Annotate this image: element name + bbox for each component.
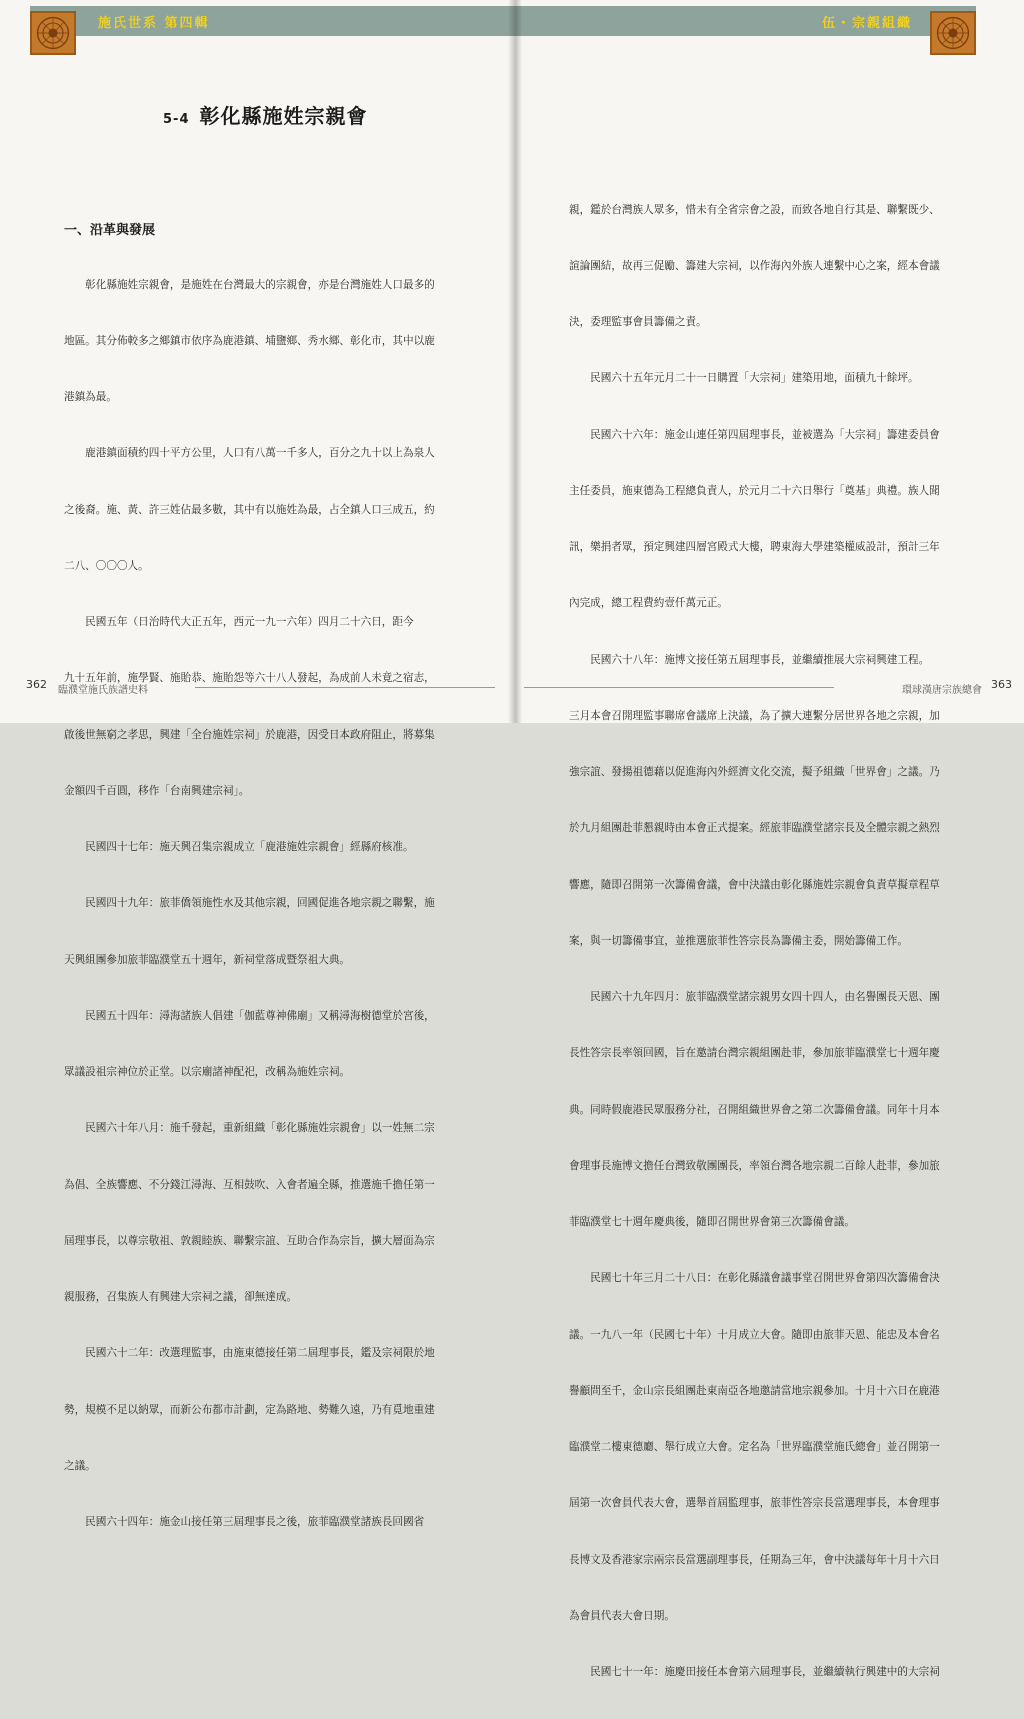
text-line: 屆理事長，以尊宗敬祖、敦親睦族、聯繫宗誼、互助合作為宗旨，擴大層面為宗 (64, 1234, 435, 1247)
text-line: 於九月組團赴菲懇親時由本會正式提案。經旅菲臨濮堂諸宗長及全體宗親之熱烈 (569, 822, 940, 835)
text-line: 典。同時假鹿港民眾服務分社，召開組織世界會之第二次籌備會議。同年十月本 (569, 1103, 940, 1116)
text-line: 訊，樂捐者眾，預定興建四層宮殿式大樓，聘東海大學建築權威設計，預計三年 (569, 541, 940, 553)
text-line: 強宗誼、發揚祖德藉以促進海內外經濟文化交流，擬予組織「世界會」之議。乃 (569, 766, 940, 778)
running-header-title: 施氏世系 第四輯 (98, 16, 210, 31)
text-line: 之議。 (64, 1459, 96, 1472)
text-line: 為會員代表大會日期。 (569, 1609, 675, 1622)
text-line: 民國六十九年四月：旅菲臨濮堂諸宗親男女四十四人，由名譽團長天恩、團 (569, 991, 940, 1003)
text-line: 議。一九八一年（民國七十年）十月成立大會。隨即由旅菲天恩、能忠及本會名 (569, 1328, 940, 1341)
family-seal-logo (930, 11, 976, 55)
family-seal-logo (30, 11, 76, 55)
text-line: 天興組團參加旅菲臨濮堂五十週年，新祠堂落成暨祭祖大典。 (64, 953, 351, 966)
text-line: 親，鑑於台灣族人眾多，惜未有全省宗會之設，而致各地自行其是、聯繫既少、 (569, 203, 940, 216)
text-line: 民國七十年三月二十八日：在彰化縣議會議事堂召開世界會第四次籌備會決 (569, 1272, 940, 1285)
text-line: 會理事長施博文擔任台灣致敬團團長，率領台灣各地宗親二百餘人赴菲，參加旅 (569, 1159, 940, 1172)
text-line: 響應，隨即召開第一次籌備會議，會中決議由彰化縣施姓宗親會負責草擬章程草 (569, 878, 940, 891)
text-line: 諠論團結，故再三促勵、籌建大宗祠，以作海內外族人連繫中心之案，經本會議 (569, 259, 940, 272)
text-line: 三月本會召開理監事聯席會議席上決議，為了擴大連繫分居世界各地之宗親，加 (569, 709, 940, 722)
text-line: 民國四十九年：旅菲僑領施性水及其他宗親，回國促進各地宗親之聯繫，施 (64, 897, 435, 910)
text-line: 民國六十二年：改選理監事，由施東德接任第二屆理事長，鑑及宗祠限於地 (64, 1347, 435, 1360)
footer-rule (524, 687, 834, 688)
text-line: 啟後世無窮之孝思，興建「全台施姓宗祠」於鹿港，因受日本政府阻止，將募集 (64, 728, 435, 741)
text-line: 案，與一切籌備事宜，並推選旅菲性答宗長為籌備主委，開始籌備工作。 (569, 934, 908, 947)
text-line: 民國六十八年：施博文接任第五屆理事長，並繼續推展大宗祠興建工程。 (569, 653, 930, 666)
body-text (569, 163, 940, 1719)
text-line: 地區。其分佈較多之鄉鎮市依序為鹿港鎮、埔鹽鄉、秀水鄉、彰化市，其中以鹿 (64, 334, 435, 347)
text-line: 民國六十五年元月二十一日購置「大宗祠」建築用地，面積九十餘坪。 (569, 372, 919, 385)
text-line: 鹿港鎮面積約四十平方公里，人口有八萬一千多人，百分之九十以上為泉人 (64, 447, 435, 460)
body-text (64, 238, 435, 1569)
text-line: 之後裔。施、黃、許三姓佔最多數，其中有以施姓為最，占全鎮人口三成五，約 (64, 503, 435, 516)
left-page (0, 0, 514, 1528)
text-line: 九十五年前，施學賢、施貽恭、施貽怨等六十八人發起，為成前人未竟之宿志， (64, 672, 435, 685)
seal-emblem-icon (932, 13, 974, 53)
footer-text: 環球漢唐宗族總會 (902, 685, 982, 696)
section-title (163, 100, 367, 129)
text-line: 為倡、全族響應、不分錢江潯海、互相鼓吹、入會者遍全縣，推選施千擔任第一 (64, 1178, 435, 1191)
text-line: 民國四十七年：施天興召集宗親成立「鹿港施姓宗親會」經縣府核准。 (64, 841, 414, 853)
text-line: 屆第一次會員代表大會，選舉首屆監理事，旅菲性答宗長當選理事長，本會理事 (569, 1497, 940, 1510)
footer-rule (195, 687, 495, 688)
text-line: 金額四千百圓，移作「台南興建宗祠」。 (64, 784, 250, 797)
section-title-text: 彰化縣施姓宗親會 (199, 104, 368, 128)
text-line: 親服務，召集族人有興建大宗祠之議，卻無達成。 (64, 1291, 298, 1303)
text-line: 內完成，總工程費約壹仟萬元正。 (569, 597, 728, 610)
text-line: 決，委理監事會員籌備之責。 (569, 316, 707, 328)
running-header-title: 伍・宗親組織 (821, 16, 912, 31)
text-line: 民國七十一年：施慶田接任本會第六屆理事長，並繼續執行興建中的大宗祠 (569, 1666, 940, 1678)
text-line: 菲臨濮堂七十週年慶典後，隨即召開世界會第三次籌備會議。 (569, 1216, 856, 1228)
text-line: 民國六十四年：施金山接任第三屆理事長之後，旅菲臨濮堂諸族長回國省 (64, 1516, 425, 1528)
seal-emblem-icon (32, 13, 74, 53)
text-line: 民國五十四年：潯海諸族人倡建「伽藍尊神佛廟」又稱潯海樹德堂於宮後， (64, 1009, 435, 1022)
text-line: 民國五年（日治時代大正五年，西元一九一六年）四月二十六日，距今 (64, 616, 414, 628)
text-line: 長性答宗長率領回國，旨在邀請台灣宗親組團赴菲，參加旅菲臨濮堂七十週年慶 (569, 1047, 940, 1060)
page-number: 362 (26, 678, 47, 691)
text-line: 長博文及香港家宗兩宗長當選副理事長，任期為三年，會中決議每年十月十六日 (569, 1553, 940, 1566)
footer-text: 臨濮堂施氏族譜史料 (58, 685, 148, 696)
text-line: 民國六十六年：施金山連任第四屆理事長，並被選為「大宗祠」籌建委員會 (569, 428, 940, 441)
text-line: 譽顧問至千，金山宗長組團赴東南亞各地邀請當地宗親參加。十月十六日在鹿港 (569, 1384, 940, 1397)
text-line: 港鎮為最。 (64, 391, 117, 403)
right-page (514, 0, 1024, 1678)
text-line: 勢，規模不足以納眾，而新公布都市計劃，定為路地、勢難久遠，乃有覓地重建 (64, 1403, 435, 1416)
section-number: 5-4 (163, 112, 190, 127)
subheading: 一、沿革與發展 (64, 223, 156, 238)
text-line: 臨濮堂二樓東德廳、舉行成立大會。定名為「世界臨濮堂施氏總會」並召開第一 (569, 1441, 940, 1453)
text-line: 二八、〇〇〇人。 (64, 559, 149, 572)
page-number: 363 (991, 678, 1012, 691)
text-line: 彰化縣施姓宗親會，是施姓在台灣最大的宗親會，亦是台灣施姓人口最多的 (64, 278, 435, 291)
book-gutter (508, 0, 522, 723)
text-line: 民國六十年八月：施千發起，重新組織「彰化縣施姓宗親會」以一姓無二宗 (64, 1122, 435, 1135)
text-line: 主任委員，施東德為工程總負責人，於元月二十六日舉行「奠基」典禮。族人聞 (569, 484, 940, 497)
text-line: 眾議設祖宗神位於正堂。以宗廟諸神配祀，改稱為施姓宗祠。 (64, 1066, 351, 1078)
